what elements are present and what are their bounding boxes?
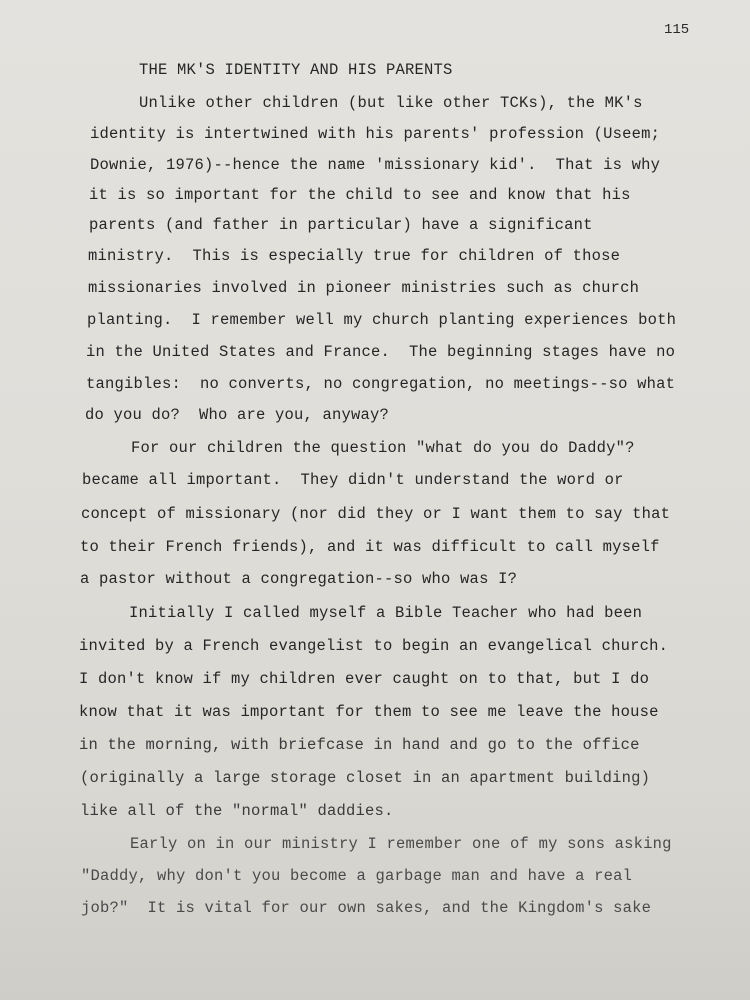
text-line: invited by a French evangelist to begin an evangelical church. [79,637,669,655]
text-line: in the United States and France. The beginning stages have no [86,343,676,361]
text-line: missionaries involved in pioneer ministries such as church [88,279,640,297]
text-line: identity is intertwined with his parents' profession (Useem; [90,125,661,143]
text-line: concept of missionary (nor did they or I want them to say that [81,505,671,523]
text-line: Early on in our ministry I remember one of my sons asking [130,835,672,853]
text-line: know that it was important for them to see me leave the house [79,703,659,721]
text-line: tangibles: no converts, no congregation, no meetings--so what [86,375,676,393]
text-line: (originally a large storage closet in an apartment building) [80,769,651,787]
text-line: do you do? Who are you, anyway? [85,406,390,424]
text-line: a pastor without a congregation--so who was I? [80,570,518,588]
section-heading: THE MK'S IDENTITY AND HIS PARENTS [139,61,453,79]
text-line: to their French friends), and it was difficult to call myself [80,538,660,556]
page-number: 115 [664,22,690,38]
text-line: it is so important for the child to see and know that his [89,186,631,204]
text-line: parents (and father in particular) have a significant [89,216,593,234]
text-line: Initially I called myself a Bible Teacher who had been [129,604,643,622]
text-line: Downie, 1976)--hence the name 'missionary kid'. That is why [90,156,661,174]
text-line: For our children the question "what do you do Daddy"? [131,439,635,457]
text-line: became all important. They didn't understand the word or [82,471,624,489]
text-line: in the morning, with briefcase in hand and go to the office [79,736,640,754]
text-line: ministry. This is especially true for children of those [88,247,621,265]
text-line: "Daddy, why don't you become a garbage man and have a real [81,867,633,885]
text-line: planting. I remember well my church planting experiences both [87,311,677,329]
text-line: I don't know if my children ever caught on to that, but I do [79,670,650,688]
text-line: like all of the "normal" daddies. [80,802,394,820]
text-line: job?" It is vital for our own sakes, and the Kingdom's sake [81,899,652,917]
text-line: Unlike other children (but like other TCKs), the MK's [139,94,643,112]
